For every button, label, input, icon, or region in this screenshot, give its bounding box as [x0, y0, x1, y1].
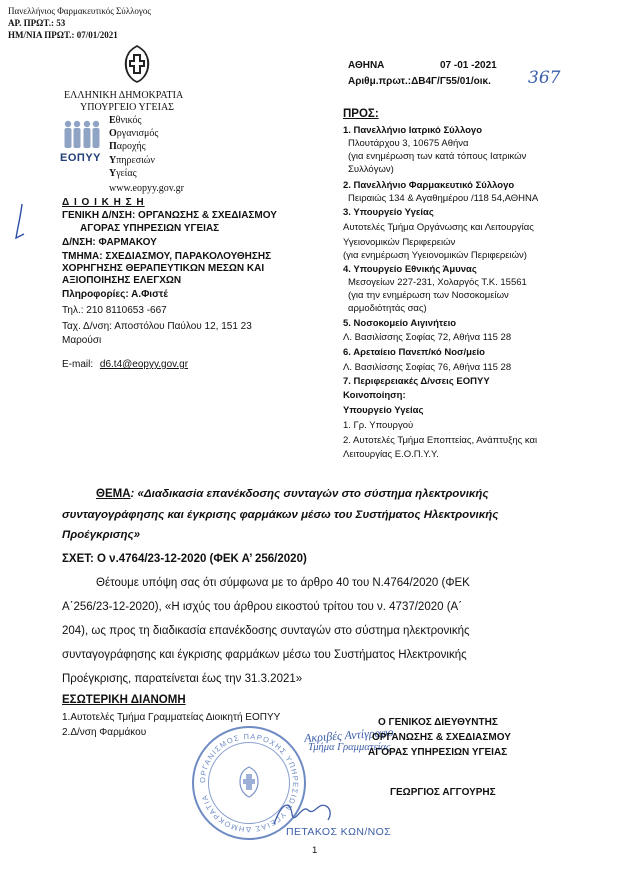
contact-address-line2: Μαρούσι — [62, 335, 102, 346]
recipient-line: Υγειονομικών Περιφερειών — [343, 237, 456, 248]
contact-phone: Τηλ.: 210 8110653 -667 — [62, 305, 167, 316]
recipient-line: Μεσογείων 227-231, Χολαργός Τ.Κ. 15561 — [348, 277, 527, 288]
republic-title: ΕΛΛΗΝΙΚΗ ΔΗΜΟΚΡΑΤΙΑ — [64, 90, 184, 101]
stamp-org: Πανελλήνιος Φαρμακευτικός Σύλλογος — [8, 6, 151, 16]
signatory-title-line3: ΑΓΟΡΑΣ ΥΠΗΡΕΣΙΩΝ ΥΓΕΙΑΣ — [368, 747, 508, 758]
recipient-line: 1. Πανελλήνιο Ιατρικό Σύλλογο — [343, 125, 483, 136]
recipient-line: Πλουτάρχου 3, 10675 Αθήνα — [348, 138, 469, 149]
eopyy-acronym — [109, 114, 158, 180]
department-line3: ΑΞΙΟΠΟΙΗΣΗΣ ΕΛΕΓΧΩΝ — [62, 275, 182, 286]
internal-distribution-heading: ΕΣΩΤΕΡΙΚΗ ΔΙΑΝΟΜΗ — [62, 694, 186, 706]
signatory-title-line2: ΟΡΓΑΝΩΣΗΣ & ΣΧΕΔΙΑΣΜΟΥ — [372, 732, 511, 743]
department-line2: ΧΟΡΗΓΗΣΗΣ ΘΕΡΑΠΕΥΤΙΚΩΝ ΜΕΣΩΝ ΚΑΙ — [62, 263, 265, 274]
eopyy-word: Εθνικός — [109, 115, 142, 126]
signatory-title-line1: Ο ΓΕΝΙΚΟΣ ΔΙΕΥΘΥΝΤΗΣ — [378, 717, 498, 728]
page-number: 1 — [312, 845, 318, 856]
recipient-line: Λ. Βασιλίσσης Σοφίας 72, Αθήνα 115 28 — [343, 332, 512, 343]
recipient-line: (για την ενημέρωση των Νοσοκομείων — [348, 290, 509, 301]
recipient-line: Κοινοποίηση: — [343, 390, 406, 401]
contact-email-row — [62, 358, 188, 371]
eopyy-word: Παροχής — [109, 141, 146, 153]
eopyy-word: Οργανισμός — [109, 128, 159, 140]
subject-line3: Προέγκρισης» — [62, 529, 140, 541]
website: www.eopyy.gov.gr — [109, 183, 184, 194]
body-line: Θέτουμε υπόψη σας ότι σύμφωνα με το άρθρο 40 του Ν.4764/2020 (ΦΕΚ — [96, 577, 470, 589]
recipient-line: Συλλόγων) — [348, 164, 394, 175]
recipient-line: 5. Νοσοκομείο Αιγινήτειο — [343, 318, 457, 329]
recipient-line: (για ενημέρωση Υγειονομικών Περιφερειών) — [343, 250, 527, 261]
recipient-line: Λ. Βασιλίσσης Σοφίας 76, Αθήνα 115 28 — [343, 362, 512, 373]
recipient-line: 1. Γρ. Υπουργού — [343, 420, 414, 431]
recipient-line: 2. Πανελλήνιο Φαρμακευτικό Σύλλογο — [343, 180, 515, 191]
recipient-line: 3. Υπουργείο Υγείας — [343, 207, 434, 218]
internal-distribution-item: 2.Δ/νση Φαρμάκου — [62, 727, 147, 738]
subject-label: ΘΕΜΑ — [96, 488, 131, 500]
stamp-prot-number: ΑΡ. ΠΡΩΤ.: 53 — [8, 18, 66, 28]
email-label: E-mail: — [62, 359, 94, 370]
general-directorate-line2: ΑΓΟΡΑΣ ΥΠΗΡΕΣΙΩΝ ΥΓΕΙΑΣ — [80, 223, 220, 234]
certified-copy-stamp: Ακριβές Αντίγραφο — [303, 724, 394, 746]
certifier-name: ΠΕΤΑΚΟΣ ΚΩΝ/ΝΟΣ — [286, 826, 392, 838]
subject-line2: συνταγογράφησης και έγκρισης φαρμάκων μέσω του Συστήματος Ηλεκτρονικής — [62, 509, 499, 521]
recipient-line: Λειτουργίας Ε.Ο.Π.Υ.Υ. — [343, 449, 439, 460]
protocol-stamp — [8, 5, 151, 41]
directorate: Δ/ΝΣΗ: ΦΑΡΜΑΚΟΥ — [62, 237, 157, 248]
recipient-line: Πειραιώς 134 & Αγαθημέρου /118 54,ΑΘΗΝΑ — [348, 193, 539, 204]
coat-of-arms-icon — [120, 44, 154, 84]
body-line: Α΄256/23-12-2020), «Η ισχύς του άρθρου εικοστού τρίτου του ν. 4737/2020 (Α΄ — [62, 601, 463, 613]
dioikisi-heading: Δ Ι Ο Ι Κ Η Σ Η — [62, 197, 145, 208]
eopyy-word: Υγείας — [109, 167, 137, 179]
internal-distribution-item: 1.Αυτοτελές Τμήμα Γραμματείας Διοικητή ΕΟΠΥΥ — [62, 712, 281, 723]
recipient-line: αρμοδιότητάς σας) — [348, 303, 427, 314]
date-city: ΑΘΗΝΑ — [348, 60, 385, 71]
subject-line1: ΘΕΜΑ: «Διαδικασία επανέκδοσης συνταγών στο σύστημα ηλεκτρονικής — [96, 488, 489, 500]
body-line: Προέγκρισης, παρατείνεται έως την 31.3.2021» — [62, 673, 303, 685]
general-directorate-line1: ΓΕΝΙΚΗ Δ/ΝΣΗ: ΟΡΓΑΝΩΣΗΣ & ΣΧΕΔΙΑΣΜΟΥ — [62, 210, 277, 221]
department-line1: ΤΜΗΜΑ: ΣΧΕΔΙΑΣΜΟΥ, ΠΑΡΑΚΟΛΟΥΘΗΣΗΣ — [62, 251, 272, 262]
recipient-line: 7. Περιφερειακές Δ/νσεις ΕΟΠΥΥ — [343, 376, 490, 387]
seal-emblem-icon — [235, 765, 263, 799]
secretariat-stamp: Τμήμα Γραμματείας — [308, 742, 391, 753]
eopyy-people-icon — [62, 118, 102, 152]
contact-info: Πληροφορίες: Α.Φιστέ — [62, 289, 168, 300]
protocol-number-handwritten: 367 — [528, 68, 561, 88]
email-link[interactable]: d6.t4@eopyy.gov.gr — [99, 359, 189, 370]
document-date: 07 -01 -2021 — [440, 60, 497, 71]
recipient-line: Αυτοτελές Τμήμα Οργάνωσης και Λειτουργίας — [343, 222, 534, 233]
body-line: 204), ως προς τη διαδικασία επανέκδοσης συνταγών στο σύστημα ηλεκτρονικής — [62, 625, 470, 637]
contact-address-line1: Ταχ. Δ/νση: Αποστόλου Παύλου 12, 151 23 — [62, 321, 252, 332]
stamp-prot-date: ΗΜ/ΝΙΑ ΠΡΩΤ.: 07/01/2021 — [8, 30, 118, 40]
recipients-heading: ΠΡΟΣ: — [343, 108, 379, 120]
related-reference: ΣΧΕΤ: Ο ν.4764/23-12-2020 (ΦΕΚ Α’ 256/2020) — [62, 553, 307, 565]
ministry-title: ΥΠΟΥΡΓΕΙΟ ΥΓΕΙΑΣ — [80, 102, 175, 113]
recipient-line: 4. Υπουργείο Εθνικής Άμυνας — [343, 264, 477, 275]
signatory-name: ΓΕΩΡΓΙΟΣ ΑΓΓΟΥΡΗΣ — [390, 787, 496, 798]
eopyy-logo — [62, 118, 102, 168]
eopyy-word: Υπηρεσιών — [109, 154, 155, 166]
recipient-line: (για ενημέρωση των κατά τόπους Ιατρικών — [348, 151, 527, 162]
handwritten-mark-icon — [12, 202, 28, 242]
recipient-line: 2. Αυτοτελές Τμήμα Εποπτείας, Ανάπτυξης και — [343, 435, 538, 446]
body-line: συνταγογράφησης και έγκρισης φαρμάκων μέσω του Συστήματος Ηλεκτρονικής — [62, 649, 467, 661]
protocol-number-label: Αριθμ.πρωτ.:ΔΒ4Γ/Γ55/01/οικ. — [348, 76, 491, 87]
svg-text:ΟΡΓΑΝΙΣΜΟΣ ΠΑΡΟΧΗΣ ΥΠΗΡΕΣΙΩΝ Υ: ΟΡΓΑΝΙΣΜΟΣ ΠΑΡΟΧΗΣ ΥΠΗΡΕΣΙΩΝ ΥΓΕΙΑΣ ΔΗΜΟΚΡΑΤΙΑ — [197, 731, 301, 835]
eopyy-logo-text: ΕΟΠΥΥ — [60, 152, 102, 164]
recipient-line: 6. Αρεταίειο Πανεπ/κό Νοσ/μείο — [343, 347, 485, 358]
recipient-line: Υπουργείο Υγείας — [343, 405, 424, 416]
